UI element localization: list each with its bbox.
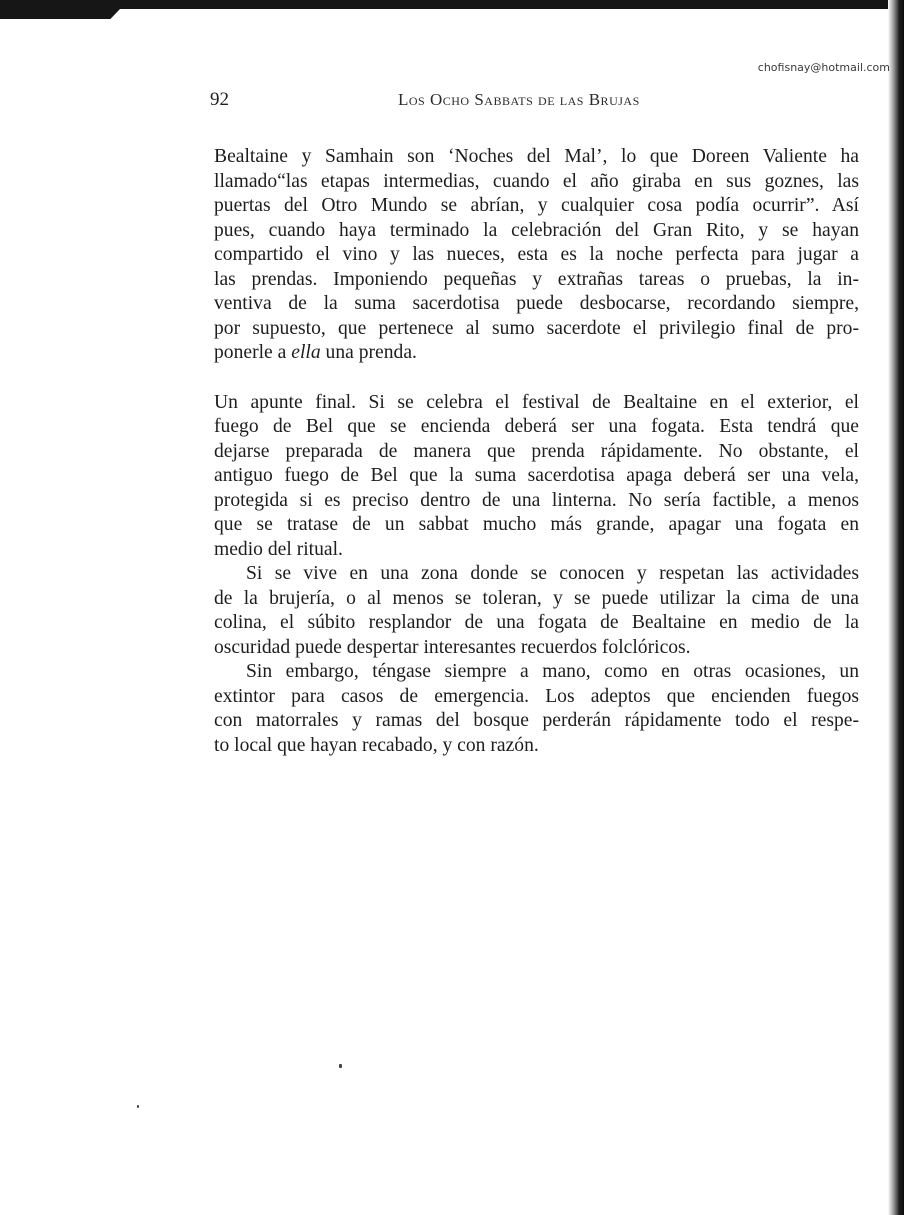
text-line [214, 341, 859, 366]
text-line: oscuridad puede despertar interesantes recuerdos folclóricos. [214, 636, 691, 658]
text-line: de la brujería, o al menos se toleran, y se puede utilizar la cima de una [214, 587, 859, 609]
page-body [214, 145, 859, 758]
text-run: una prenda. [320, 342, 417, 363]
text-line: Un apunte final. Si se celebra el festival de Bealtaine en el exterior, el [214, 391, 859, 413]
text-line: por supuesto, que pertenece al sumo sacerdote el privilegio final de pro- [214, 317, 859, 339]
paragraph-1 [214, 145, 859, 366]
page-number: 92 [210, 89, 229, 110]
scan-speck [137, 1105, 139, 1108]
running-head: Los Ocho Sabbats de las Brujas [398, 90, 640, 109]
text-line: pues, cuando haya terminado la celebración del Gran Rito, y se hayan [214, 219, 859, 241]
watermark: chofisnay@hotmail.com [757, 61, 890, 74]
scan-speck [339, 1064, 342, 1068]
text-line: Sin embargo, téngase siempre a mano, como en otras ocasiones, un [246, 661, 859, 682]
scan-right-edge [888, 0, 904, 1215]
scan-top-edge [0, 0, 904, 9]
text-line: fuego de Bel que se encienda deberá ser una fogata. Esta tendrá que [214, 416, 859, 437]
paragraph-2 [214, 391, 859, 563]
text-line: compartido el vino y las nueces, esta es la noche perfecta para jugar a [214, 244, 859, 265]
text-line: antiguo fuego de Bel que la suma sacerdotisa apaga deberá ser una vela, [214, 465, 859, 486]
paragraph-4 [214, 660, 859, 758]
text-line: Bealtaine y Samhain son ‘Noches del Mal’, lo que Doreen Valiente ha [214, 146, 859, 167]
text-line: las prendas. Imponiendo pequeñas y extrañas tareas o pruebas, la in- [214, 268, 859, 290]
text-line: ventiva de la suma sacerdotisa puede desbocarse, recordando siempre, [214, 293, 859, 314]
text-line: con matorrales y ramas del bosque perderán rápidamente todo el respe- [214, 710, 859, 731]
paragraph-3 [214, 562, 859, 660]
text-line: Si se vive en una zona donde se conocen y respetan las actividades [246, 563, 859, 584]
text-line: puertas del Otro Mundo se abrían, y cualquier cosa podía ocurrir”. Así [214, 195, 859, 216]
italic-word: ella [291, 342, 321, 363]
text-line: dejarse preparada de manera que prenda rápidamente. No obstante, el [214, 440, 859, 462]
text-line: protegida si es preciso dentro de una linterna. No sería factible, a menos [214, 489, 859, 511]
text-line: que se tratase de un sabbat mucho más grande, apagar una fogata en [214, 514, 859, 535]
text-line: to local que hayan recabado, y con razón. [214, 734, 539, 756]
text-line: medio del ritual. [214, 538, 343, 560]
text-line: colina, el súbito resplandor de una fogata de Bealtaine en medio de la [214, 612, 859, 633]
text-line: llamado“las etapas intermedias, cuando el año giraba en sus goznes, las [214, 170, 859, 192]
paragraph-gap [214, 366, 859, 391]
text-run: ponerle a [214, 342, 292, 363]
scan-top-edge-tab [0, 9, 120, 19]
text-line: extintor para casos de emergencia. Los adeptos que encienden fuegos [214, 685, 859, 707]
